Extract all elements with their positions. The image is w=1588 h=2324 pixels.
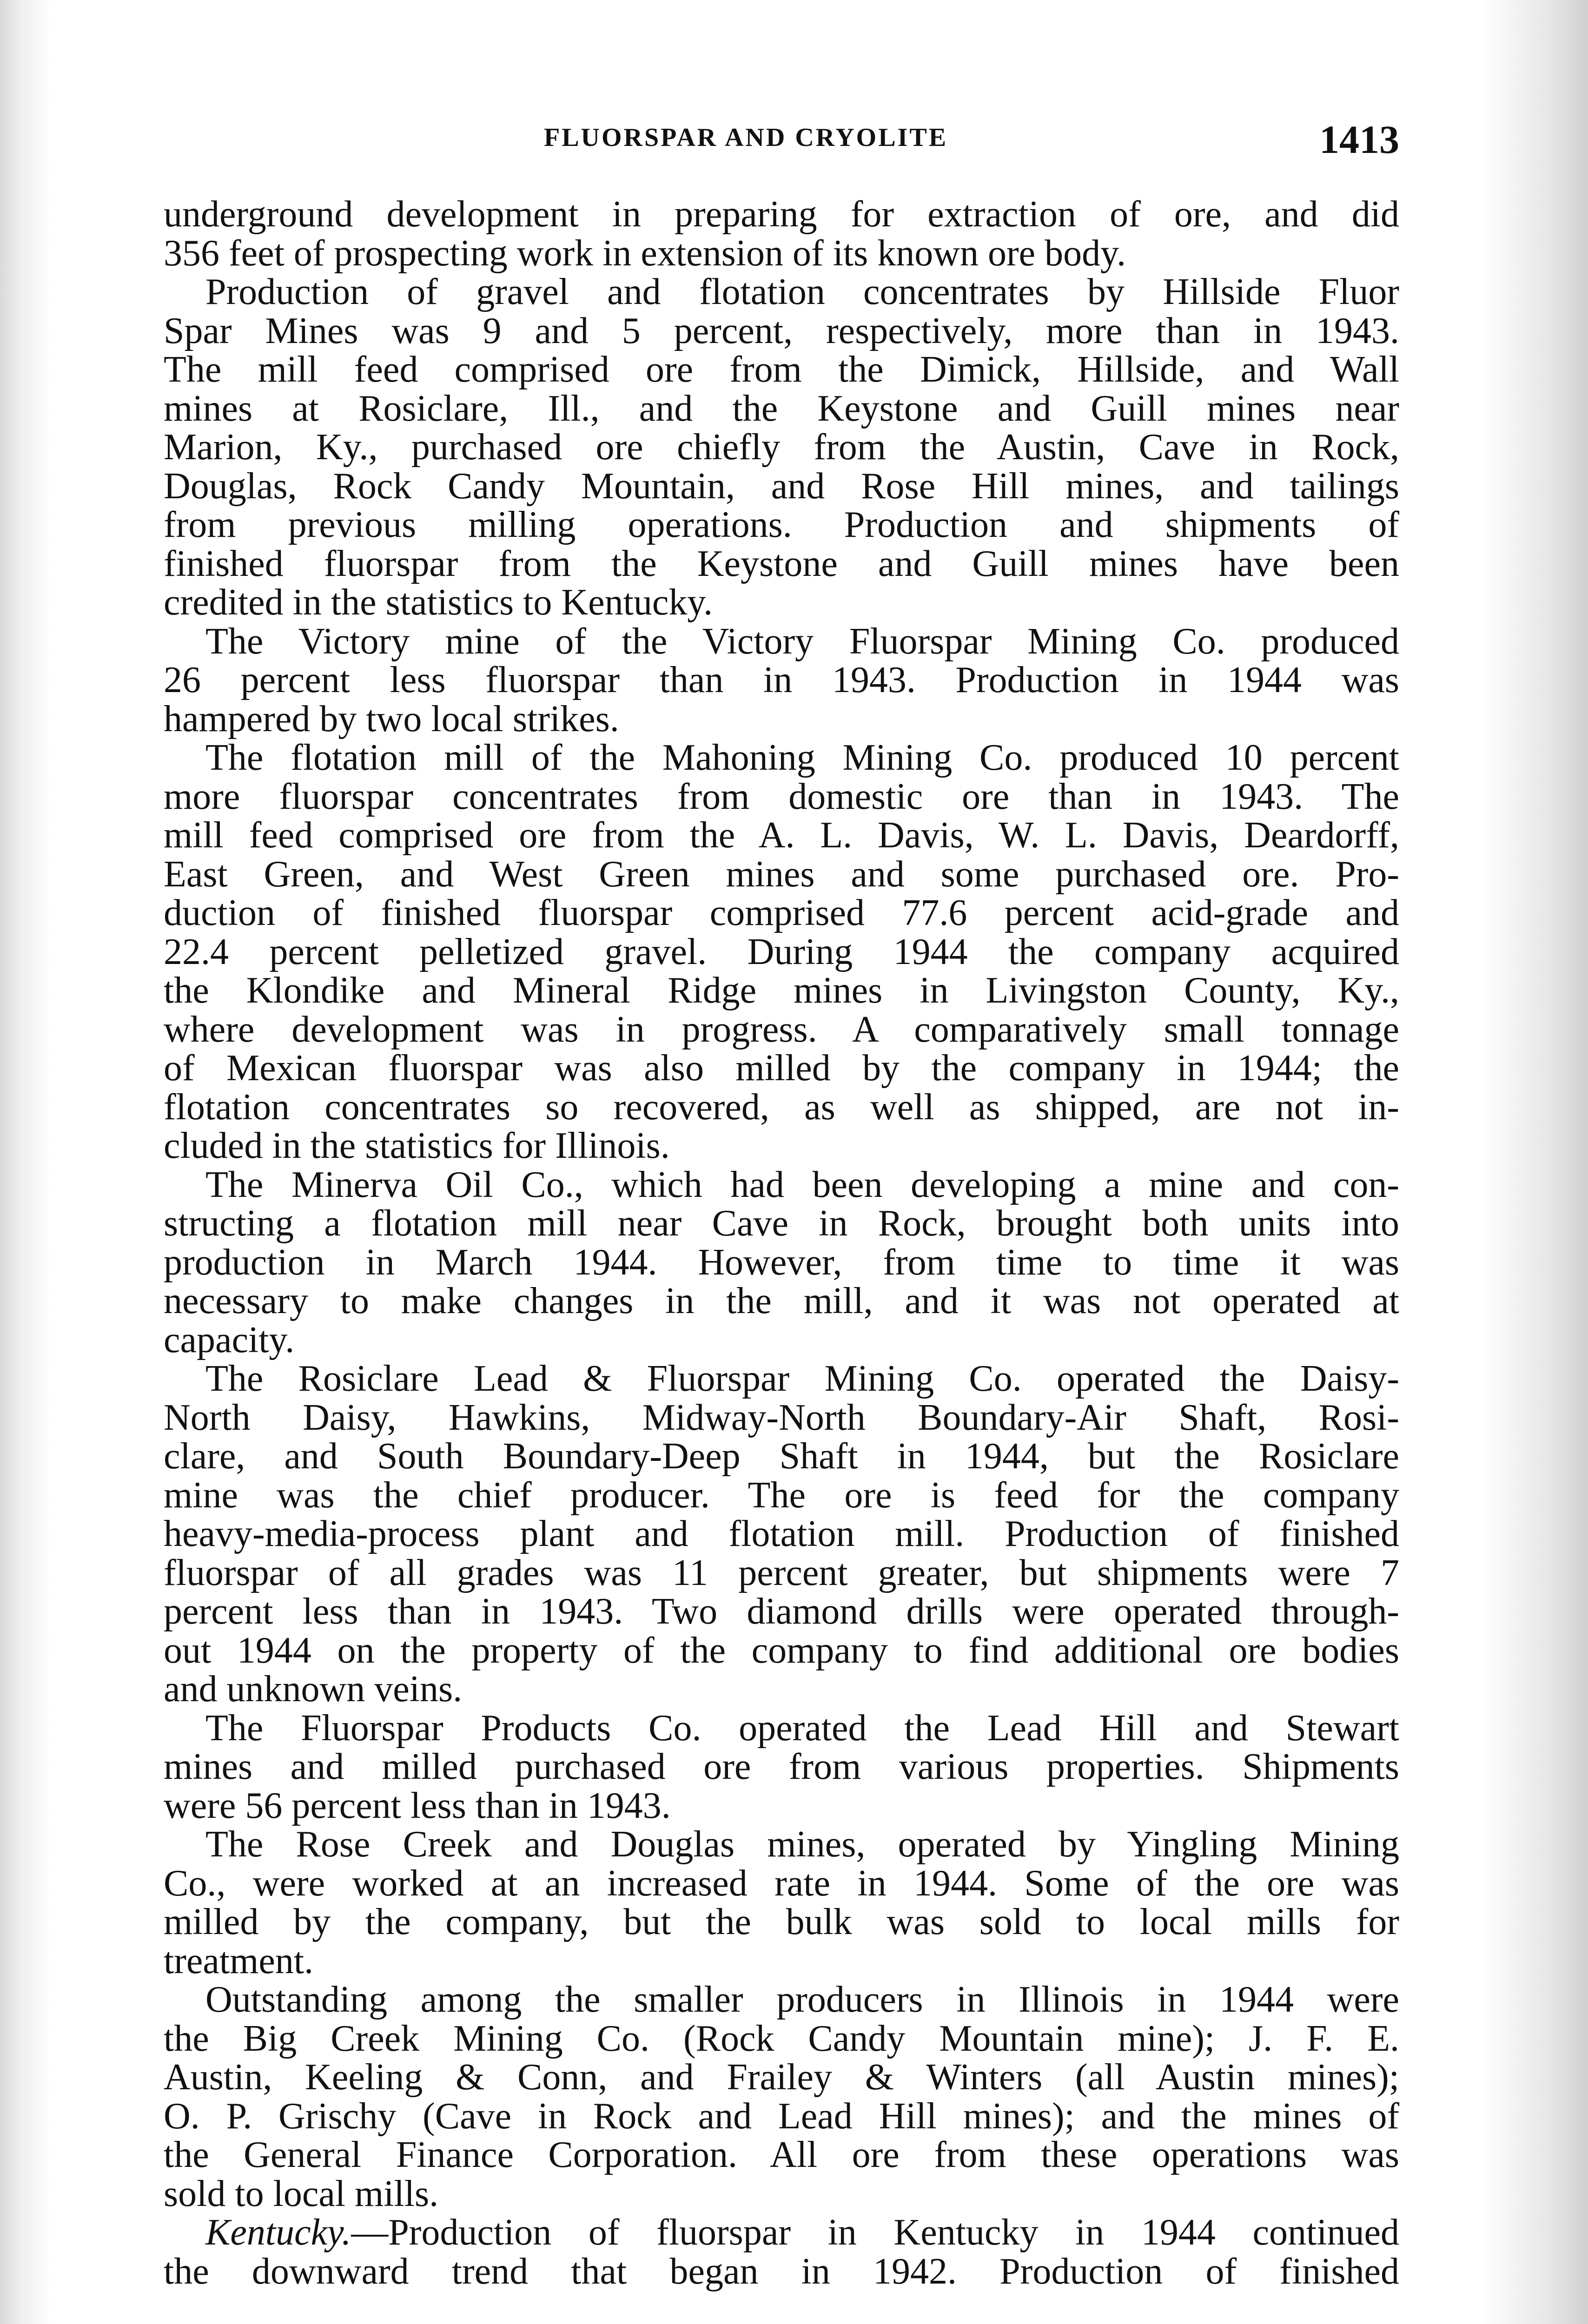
text-line	[164, 583, 1399, 622]
text-line-content: Marion, Ky., purchased ore chiefly from the Austin, Cave in Rock,	[164, 427, 1399, 468]
page-number: 1413	[1319, 117, 1399, 162]
text-line	[164, 545, 1399, 584]
text-line-content: mill feed comprised ore from the A. L. Davis, W. L. Davis, Deardorff,	[164, 815, 1399, 856]
text-line-content: Co., were worked at an increased rate in 1944. Some of the ore was	[164, 1862, 1399, 1904]
text-line-content: Austin, Keeling & Conn, and Frailey & Winters (all Austin mines);	[164, 2057, 1399, 2098]
text-line	[164, 855, 1399, 894]
text-line	[164, 2020, 1399, 2059]
text-line	[164, 1049, 1399, 1088]
text-line	[164, 2058, 1399, 2097]
text-line-content: from previous milling operations. Production and shipments of	[164, 504, 1399, 545]
text-line	[164, 1748, 1399, 1787]
text-line	[164, 2175, 1399, 2214]
text-line	[164, 273, 1399, 312]
text-line-content: milled by the company, but the bulk was sold to local mills for	[164, 1901, 1399, 1942]
text-line	[164, 428, 1399, 467]
text-line	[164, 894, 1399, 933]
text-line	[164, 971, 1399, 1010]
text-line	[164, 1554, 1399, 1593]
text-line-content: The Minerva Oil Co., which had been developing a mine and con-	[205, 1164, 1399, 1205]
text-line	[164, 1088, 1399, 1127]
text-line-content: finished fluorspar from the Keystone and Guill mines have been	[164, 543, 1399, 584]
text-line	[164, 1243, 1399, 1282]
text-line-content: North Daisy, Hawkins, Midway-North Boundary-Air Shaft, Rosi-	[164, 1397, 1399, 1438]
text-line-content: Spar Mines was 9 and 5 percent, respectively, more than in 1943.	[164, 310, 1399, 351]
text-line	[164, 234, 1399, 273]
text-line	[164, 1864, 1399, 1903]
text-line-content: —Production of fluorspar in Kentucky in 1944 continued	[351, 2212, 1399, 2253]
text-line-content: East Green, and West Green mines and some purchased ore. Pro-	[164, 853, 1399, 895]
text-line	[164, 2213, 1399, 2252]
text-line	[164, 350, 1399, 390]
text-line-content: O. P. Grischy (Cave in Rock and Lead Hill mines); and the mines of	[164, 2095, 1399, 2137]
text-line	[164, 1127, 1399, 1166]
running-title: FLUORSPAR AND CRYOLITE	[544, 123, 948, 152]
text-line-content: The flotation mill of the Mahoning Mining Co. produced 10 percent	[205, 737, 1399, 778]
text-line	[164, 739, 1399, 778]
text-line	[164, 2097, 1399, 2136]
text-line-content: credited in the statistics to Kentucky.	[164, 582, 713, 623]
text-line	[164, 1670, 1399, 1709]
text-line	[164, 1166, 1399, 1205]
text-line	[164, 1515, 1399, 1554]
text-line	[164, 467, 1399, 506]
text-line-content: the Klondike and Mineral Ridge mines in Livingston County, Ky.,	[164, 970, 1399, 1011]
text-line	[164, 312, 1399, 351]
text-line	[164, 1592, 1399, 1631]
text-line-content: mine was the chief producer. The ore is feed for the company	[164, 1474, 1399, 1516]
text-line	[164, 1437, 1399, 1476]
text-line-content: The Fluorspar Products Co. operated the Lead Hill and Stewart	[205, 1707, 1399, 1749]
text-line	[164, 1321, 1399, 1360]
text-line	[164, 816, 1399, 855]
text-line-content: clare, and South Boundary-Deep Shaft in 1944, but the Rosiclare	[164, 1436, 1399, 1477]
text-line-content: and unknown veins.	[164, 1669, 463, 1710]
text-line-content: were 56 percent less than in 1943.	[164, 1785, 671, 1826]
text-line-content: more fluorspar concentrates from domestic ore than in 1943. The	[164, 776, 1399, 817]
text-line-content: 356 feet of prospecting work in extension of its known ore body.	[164, 232, 1126, 274]
text-line-content: mines at Rosiclare, Ill., and the Keystone and Guill mines near	[164, 388, 1399, 429]
text-line-content: the General Finance Corporation. All ore from these operations was	[164, 2134, 1399, 2175]
text-line	[164, 390, 1399, 429]
text-line	[164, 933, 1399, 972]
text-line	[164, 1282, 1399, 1321]
text-line-content: production in March 1944. However, from time to time it was	[164, 1241, 1399, 1283]
text-line	[164, 700, 1399, 739]
text-line-content: The Rosiclare Lead & Fluorspar Mining Co. operated the Daisy-	[205, 1358, 1399, 1399]
scan-edge-left	[0, 0, 51, 2324]
text-line	[164, 1631, 1399, 1670]
body-text	[164, 195, 1399, 2291]
text-line	[164, 195, 1399, 234]
text-line-content: The mill feed comprised ore from the Dimick, Hillside, and Wall	[164, 349, 1399, 390]
text-line-content: capacity.	[164, 1319, 295, 1360]
text-line	[164, 1787, 1399, 1826]
text-line-content: sold to local mills.	[164, 2173, 439, 2214]
text-line	[164, 1903, 1399, 1942]
text-line-content: the downward trend that began in 1942. Production of finished	[164, 2251, 1399, 2292]
text-line	[164, 1204, 1399, 1243]
text-line-content: mines and milled purchased ore from various properties. Shipments	[164, 1746, 1399, 1787]
text-line	[164, 661, 1399, 700]
text-line	[164, 1709, 1399, 1748]
text-line-content: structing a flotation mill near Cave in Rock, brought both units into	[164, 1203, 1399, 1244]
text-line-content: cluded in the statistics for Illinois.	[164, 1125, 670, 1166]
text-line-content: The Rose Creek and Douglas mines, operated by Yingling Mining	[205, 1824, 1399, 1865]
text-line-content: hampered by two local strikes.	[164, 698, 619, 739]
scan-edge-right	[1481, 0, 1588, 2324]
text-line-content: heavy-media-process plant and flotation mill. Production of finished	[164, 1513, 1399, 1554]
text-line-content: treatment.	[164, 1940, 314, 1981]
text-line	[164, 506, 1399, 545]
text-line	[164, 622, 1399, 661]
text-line	[164, 1476, 1399, 1515]
text-line-content: duction of finished fluorspar comprised 77.6 percent acid-grade and	[164, 892, 1399, 933]
running-head	[163, 116, 1399, 162]
text-line-content: underground development in preparing for extraction of ore, and did	[164, 194, 1399, 235]
text-line-content: percent less than in 1943. Two diamond drills were operated through-	[164, 1591, 1399, 1632]
text-line-content: Douglas, Rock Candy Mountain, and Rose Hill mines, and tailings	[164, 465, 1399, 507]
text-line-content: out 1944 on the property of the company to find additional ore bodies	[164, 1630, 1399, 1671]
text-line-content: Production of gravel and flotation concentrates by Hillside Fluor	[205, 271, 1399, 312]
text-line-content: of Mexican fluorspar was also milled by the company in 1944; the	[164, 1048, 1399, 1089]
text-line	[164, 2252, 1399, 2291]
text-line-content: fluorspar of all grades was 11 percent greater, but shipments were 7	[164, 1552, 1399, 1593]
text-line-content: where development was in progress. A comparatively small tonnage	[164, 1009, 1399, 1050]
text-line	[164, 2136, 1399, 2175]
text-line-content: necessary to make changes in the mill, and it was not operated at	[164, 1281, 1399, 1321]
text-line	[164, 1360, 1399, 1399]
text-line-content: 22.4 percent pelletized gravel. During 1944 the company acquired	[164, 931, 1399, 972]
text-line	[164, 1825, 1399, 1864]
section-heading: Kentucky.	[205, 2212, 351, 2253]
text-line-content: flotation concentrates so recovered, as well as shipped, are not in-	[164, 1086, 1399, 1128]
text-line	[164, 778, 1399, 817]
text-line-content: the Big Creek Mining Co. (Rock Candy Mountain mine); J. F. E.	[164, 2018, 1399, 2059]
text-line	[164, 1399, 1399, 1438]
text-line-content: Outstanding among the smaller producers in Illinois in 1944 were	[205, 1979, 1399, 2020]
text-line	[164, 1010, 1399, 1050]
text-line-content: 26 percent less fluorspar than in 1943. Production in 1944 was	[164, 660, 1399, 700]
text-line	[164, 1981, 1399, 2020]
text-line-content: The Victory mine of the Victory Fluorspar Mining Co. produced	[205, 621, 1399, 662]
text-line	[164, 1942, 1399, 1981]
